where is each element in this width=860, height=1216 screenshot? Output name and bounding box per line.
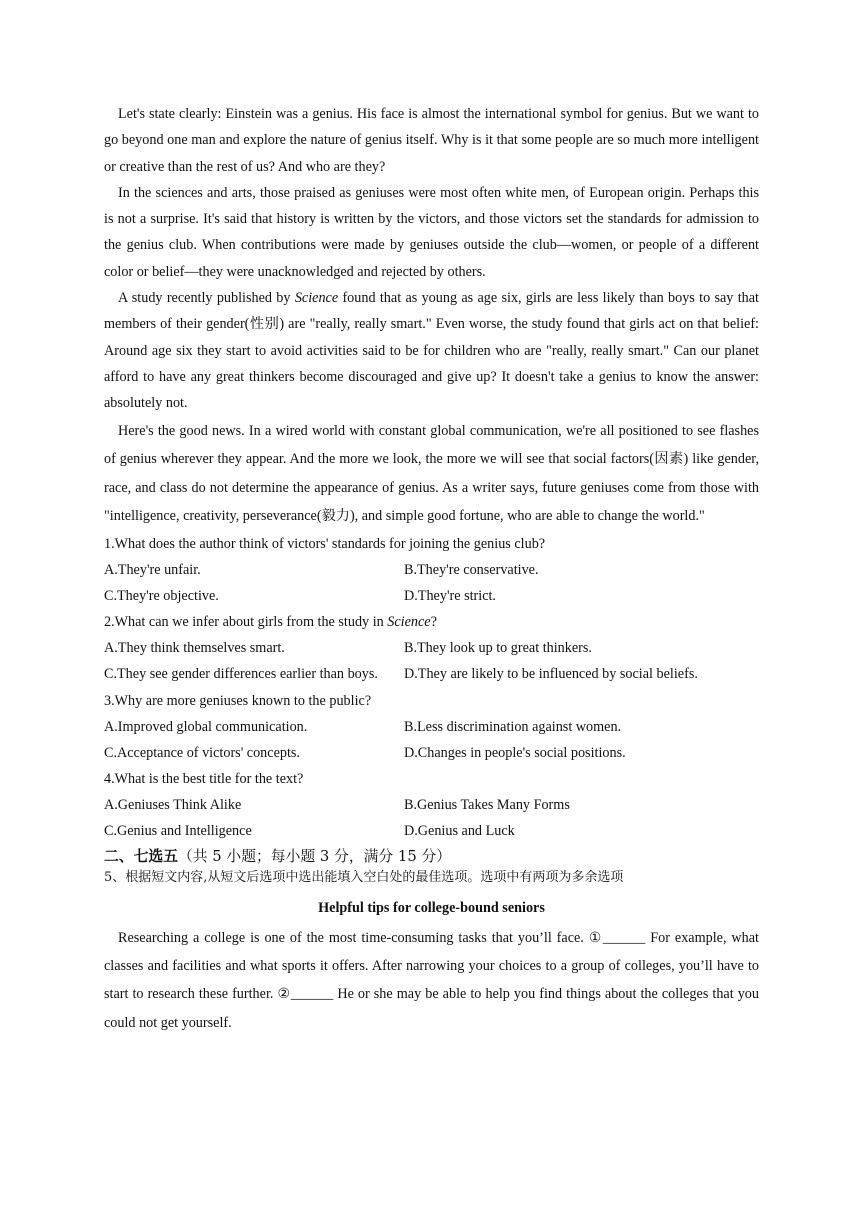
- q3-option-b: B.Less discrimination against women.: [404, 718, 622, 735]
- question-4-options: [104, 792, 759, 844]
- passage-paragraph-2: In the sciences and arts, those praised as geniuses were most often white men, of European origin. Perhaps this is not a surprise. It's said that history is written by the victors, and those victors set the standards for admission to the genius club. When contributions were made by geniuses outside the club—women, or people of a different color or belief—they were unacknowledged and rejected by others.: [104, 184, 759, 280]
- section-2-heading: [104, 845, 759, 868]
- q4-option-d: D.Genius and Luck: [404, 822, 515, 839]
- q1-option-c: C.They're objective.: [104, 588, 219, 605]
- q2-option-a: A.They think themselves smart.: [104, 640, 285, 657]
- q2-option-d: D.They are likely to be influenced by social beliefs.: [404, 666, 698, 683]
- q2-option-c: C.They see gender differences earlier than boys.: [104, 666, 378, 683]
- passage-paragraph-3: [104, 285, 759, 416]
- question-1-stem: 1.What does the author think of victors' standards for joining the genius club?: [104, 535, 546, 552]
- question-2-options: [104, 635, 759, 687]
- exam-page: [104, 101, 759, 1037]
- question-2-stem: [104, 609, 759, 635]
- question-1-options: [104, 557, 759, 609]
- q1-option-b: B.They're conservative.: [404, 562, 539, 579]
- q4-option-c: C.Genius and Intelligence: [104, 822, 252, 839]
- q2-stem-end: ?: [430, 614, 437, 631]
- q1-option-d: D.They're strict.: [404, 588, 496, 605]
- section-2-instruction: 5、根据短文内容,从短文后选项中选出能填入空白处的最佳选项。选项中有两项为多余选项: [104, 870, 624, 886]
- passage-paragraph-4: Here's the good news. In a wired world with constant global communication, we're all positioned to see flashes of genius wherever they appear. And the more we look, the more we will see that social factors(因素) like gender, race, and class do not determine the appearance of genius. As a writer says, future geniuses come from those with "intelligence, creativity, perseverance(毅力), and simple good fortune, who are able to change the world.": [104, 422, 759, 525]
- question-3-options: [104, 714, 759, 766]
- q3-option-a: A.Improved global communication.: [104, 718, 308, 735]
- q2-option-b: B.They look up to great thinkers.: [404, 640, 592, 657]
- passage-paragraph-1: Let's state clearly: Einstein was a genius. His face is almost the international symbol for genius. But we want to go beyond one man and explore the nature of genius itself. Why is it that some people are so much more intelligent or creative than the rest of us? And who are they?: [104, 106, 759, 175]
- question-4-stem: 4.What is the best title for the text?: [104, 770, 304, 787]
- passage-p3-start: A study recently published by: [118, 290, 295, 307]
- section-2-scoring-note: （共 5 小题；每小题 3 分，满分 15 分）: [178, 848, 452, 866]
- passage-p3-end: found that as young as age six, girls are less likely than boys to say that members of their gender(性别) are "really, really smart." Even worse, the study found that girls act on that belief: Around age six they start to avoid activities said to be for children who are "really, really smart." Can our planet afford to have any great thinkers become discouraged and give up? It doesn't take a genius to know the answer: absolutely not.: [104, 290, 759, 412]
- q3-option-c: C.Acceptance of victors' concepts.: [104, 744, 300, 761]
- passage-2-paragraph: Researching a college is one of the most time-consuming tasks that you’ll face. ①______ For example, what classes and facilities and what sports it offers. After narrowing your choices to a group of colleges, you’ll have to start to research these further. ②______ He or she may be able to help you find things about the colleges that you could not get yourself.: [104, 930, 759, 1031]
- passage-2-title: Helpful tips for college-bound seniors: [318, 900, 545, 917]
- q2-stem-start: 2.What can we infer about girls from the study in: [104, 614, 388, 631]
- q4-option-a: A.Geniuses Think Alike: [104, 796, 242, 813]
- section-2-title: 二、七选五: [104, 848, 178, 866]
- journal-name-science: Science: [294, 290, 339, 307]
- q2-stem-italic: Science: [387, 614, 431, 631]
- q4-option-b: B.Genius Takes Many Forms: [404, 796, 570, 813]
- question-3-stem: 3.Why are more geniuses known to the public?: [104, 692, 372, 709]
- q3-option-d: D.Changes in people's social positions.: [404, 744, 626, 761]
- q1-option-a: A.They're unfair.: [104, 562, 201, 579]
